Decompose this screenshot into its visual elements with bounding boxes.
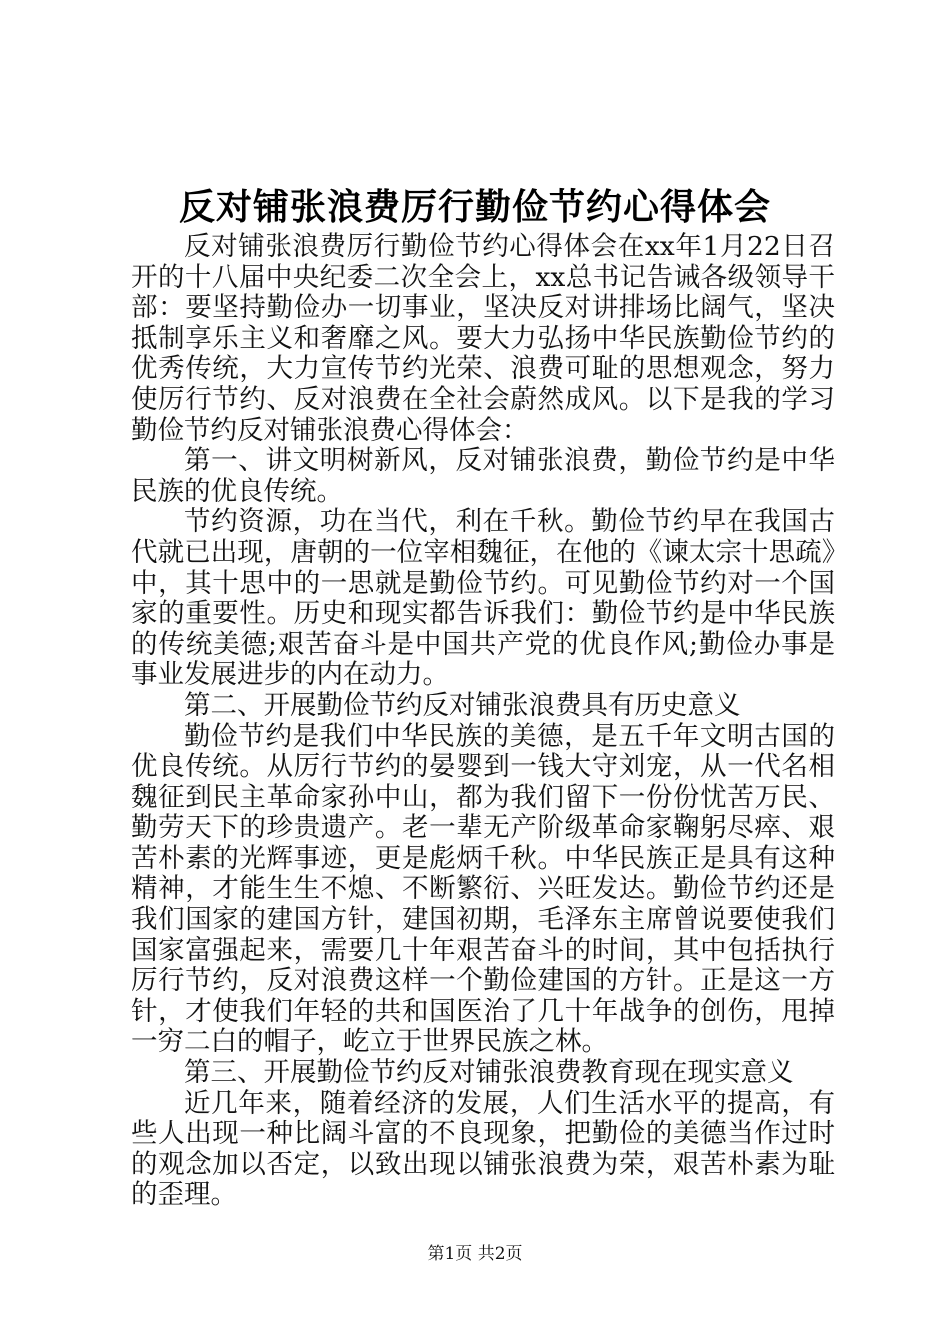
paragraph-heading-2: 第二、开展勤俭节约反对铺张浪费具有历史意义 <box>184 689 741 721</box>
paragraph-heading-1: 第一、讲文明树新风，反对铺张浪费，勤俭节约是中华民族的优良传统。 <box>131 445 835 507</box>
paragraph-heading-3: 第三、开展勤俭节约反对铺张浪费教育现在现实意义 <box>184 1057 794 1089</box>
paragraph-section-1: 节约资源，功在当代，利在千秋。勤俭节约早在我国古代就已出现，唐朝的一位宰相魏征，在他的《谏太宗十思疏》中，其十思中的一思就是勤俭节约。可见勤俭节约对一个国家的重要性。历史和现实都告诉我们：勤俭节约是中华民族的传统美德;艰苦奋斗是中国共产党的优良作风;勤俭办事是事业发展进步的内在动力。 <box>131 506 835 691</box>
paragraph-section-3: 近几年来，随着经济的发展，人们生活水平的提高，有些人出现一种比阔斗富的不良现象，把勤俭的美德当作过时的观念加以否定，以致出现以铺张浪费为荣，艰苦朴素为耻的歪理。 <box>131 1087 835 1211</box>
paragraph-intro: 反对铺张浪费厉行勤俭节约心得体会在xx年1月22日召开的十八届中央纪委二次全会上，xx总书记告诫各级领导干部：要坚持勤俭办一切事业，坚决反对讲排场比阔气，坚决抵制享乐主义和奢靡之风。要大力弘扬中华民族勤俭节约的优秀传统，大力宣传节约光荣、浪费可耻的思想观念，努力使厉行节约、反对浪费在全社会蔚然成风。以下是我的学习勤俭节约反对铺张浪费心得体会： <box>131 231 835 446</box>
paragraph-section-2: 勤俭节约是我们中华民族的美德，是五千年文明古国的优良传统。从厉行节约的晏婴到一钱大守刘宠，从一代名相魏征到民主革命家孙中山，都为我们留下一份份忧苦万民、勤劳天下的珍贵遗产。老一辈无产阶级革命家鞠躬尽瘁、艰苦朴素的光辉事迹，更是彪炳千秋。中华民族正是具有这种精神，才能生生不熄、不断繁衍、兴旺发达。勤俭节约还是我们国家的建国方针，建国初期，毛泽东主席曾说要使我们国家富强起来，需要几十年艰苦奋斗的时间，其中包括执行厉行节约，反对浪费这样一个勤俭建国的方针。正是这一方针，才使我们年轻的共和国医治了几十年战争的创伤，甩掉一穷二白的帽子，屹立于世界民族之林。 <box>131 720 835 1058</box>
page-number: 第1页 共2页 <box>427 1244 523 1264</box>
document-title: 反对铺张浪费厉行勤俭节约心得体会 <box>178 186 771 228</box>
document-body <box>131 232 835 1211</box>
